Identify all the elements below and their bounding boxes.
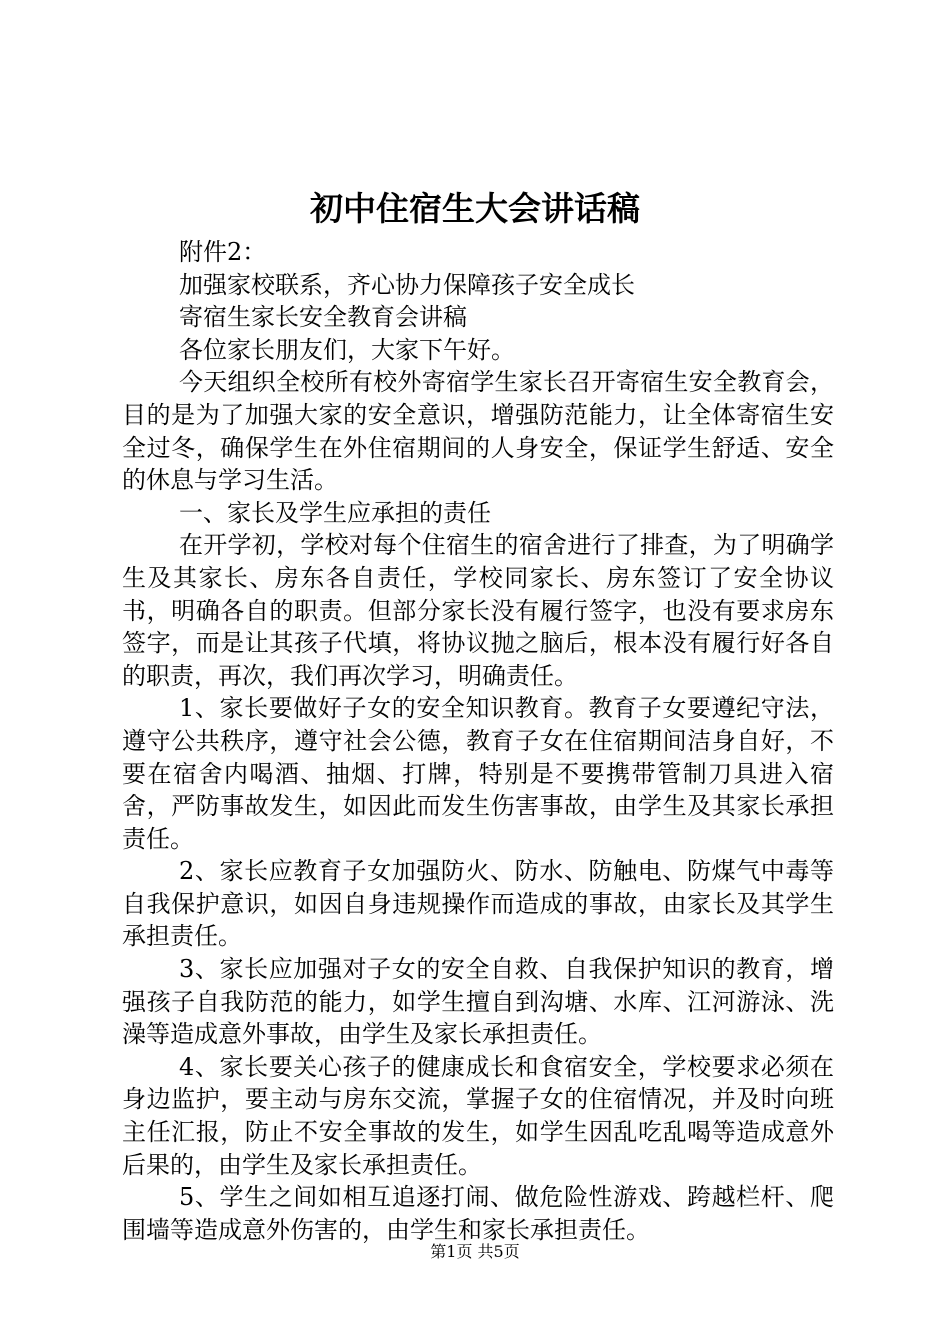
document-title: 初中住宿生大会讲话稿 [310,189,640,228]
subtitle: 加强家校联系，齐心协力保障孩子安全成长 [179,270,635,299]
paragraph: 2、家长应教育子女加强防火、防水、防触电、防煤气中毒等自我保护意识，如因自身违规操作而造成的事故，由家长及其学生承担责任。 [122,857,834,951]
paragraph: 4、家长要关心孩子的健康成长和食宿安全，学校要求必须在身边监护，要主动与房东交流，掌握子女的住宿情况，并及时向班主任汇报，防止不安全事故的发生，如学生因乱吃乱喝等造成意外后果的，由学生及家长承担责任。 [122,1052,834,1179]
paragraph: 1、家长要做好子女的安全知识教育。教育子女要遵纪守法，遵守公共秩序，遵守社会公德，教育子女在住宿期间洁身自好，不要在宿舍内喝酒、抽烟、打牌，特别是不要携带管制刀具进入宿舍，严防事故发生，如因此而发生伤害事故，由学生及其家长承担责任。 [122,694,834,853]
speech-heading: 寄宿生家长安全教育会讲稿 [179,303,467,332]
paragraph: 3、家长应加强对子女的安全自救、自我保护知识的教育，增强孩子自我防范的能力，如学生擅自到沟塘、水库、江河游泳、洗澡等造成意外事故，由学生及家长承担责任。 [122,955,834,1049]
page-footer: 第1页 共5页 [430,1242,520,1261]
paragraph: 在开学初，学校对每个住宿生的宿舍进行了排查，为了明确学生及其家长、房东各自责任，学校同家长、房东签订了安全协议书，明确各自的职责。但部分家长没有履行签字，也没有要求房东签字，而是让其孩子代填，将协议抛之脑后，根本没有履行好各自的职责，再次，我们再次学习，明确责任。 [122,531,834,690]
paragraph: 5、学生之间如相互追逐打闹、做危险性游戏、跨越栏杆、爬围墙等造成意外伤害的，由学生和家长承担责任。 [122,1183,834,1244]
paragraph: 今天组织全校所有校外寄宿学生家长召开寄宿生安全教育会，目的是为了加强大家的安全意识，增强防范能力，让全体寄宿生安全过冬，确保学生在外住宿期间的人身安全，保证学生舒适、安全的休息与学习生活。 [122,368,834,495]
attachment-label: 附件2： [179,238,267,266]
document-body [122,236,834,1246]
section-heading: 一、家长及学生应承担的责任 [179,498,491,527]
greeting: 各位家长朋友们，大家下午好。 [179,335,515,364]
